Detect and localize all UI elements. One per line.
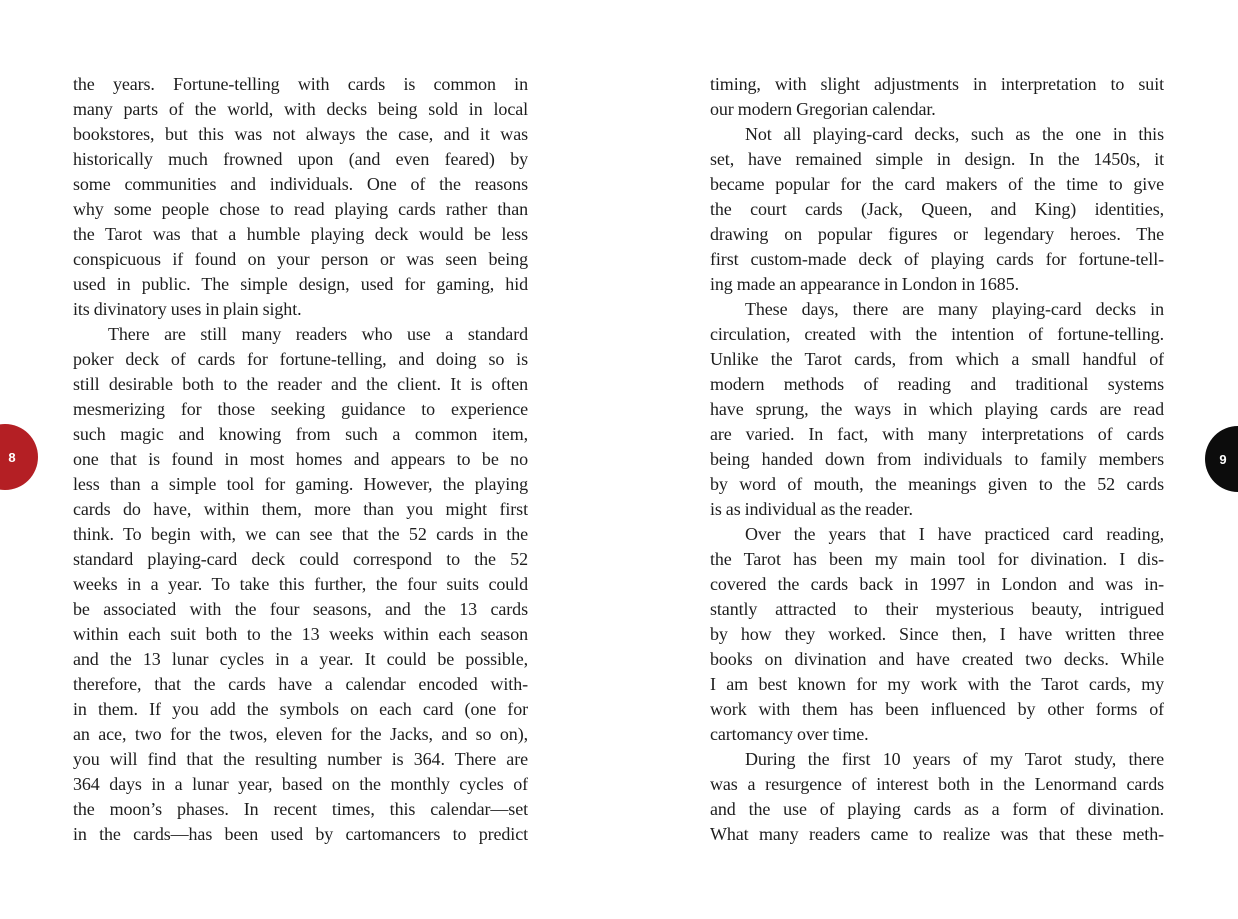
- paragraph: [73, 322, 528, 847]
- text-line: standard playing-card deck could correspond to the 52: [73, 549, 528, 569]
- text-line: within each suit both to the 13 weeks within each season: [73, 624, 528, 644]
- text-line: in them. If you add the symbols on each card (one for: [73, 699, 528, 719]
- page-number-badge-left: [0, 424, 38, 490]
- page-right-text-column: [710, 72, 1164, 847]
- page-number-left: 8: [8, 449, 16, 465]
- text-line: became popular for the card makers of the time to give: [710, 174, 1164, 194]
- text-line: used in public. The simple design, used for gaming, hid: [73, 274, 528, 294]
- text-line: Unlike the Tarot cards, from which a small handful of: [710, 349, 1164, 369]
- text-line: our modern Gregorian calendar.: [710, 99, 936, 119]
- text-line: cartomancy over time.: [710, 724, 869, 744]
- text-line: and the use of playing cards as a form of divination.: [710, 799, 1164, 819]
- text-line: cards do have, within them, more than you might first: [73, 499, 528, 519]
- text-line: poker deck of cards for fortune-telling, and doing so is: [73, 349, 528, 369]
- text-line: an ace, two for the twos, eleven for the Jacks, and so on),: [73, 724, 528, 744]
- text-line: are varied. In fact, with many interpretations of cards: [710, 424, 1164, 444]
- page-number-right: 9: [1219, 451, 1227, 467]
- paragraph: [710, 522, 1164, 747]
- text-line: the court cards (Jack, Queen, and King) identities,: [710, 199, 1164, 219]
- text-line: such magic and knowing from such a common item,: [73, 424, 528, 444]
- text-line: covered the cards back in 1997 in London and was in-: [710, 574, 1164, 594]
- page-number-badge-right: [1205, 426, 1238, 492]
- text-line: conspicuous if found on your person or was seen being: [73, 249, 528, 269]
- text-line: modern methods of reading and traditional systems: [710, 374, 1164, 394]
- text-line: Not all playing-card decks, such as the one in this: [745, 124, 1164, 144]
- paragraph: [710, 72, 1164, 122]
- text-line: why some people chose to read playing cards rather than: [73, 199, 528, 219]
- text-line: circulation, created with the intention of fortune-telling.: [710, 324, 1164, 344]
- text-line: and the 13 lunar cycles in a year. It could be possible,: [73, 649, 528, 669]
- paragraph: [710, 122, 1164, 297]
- text-line: was a resurgence of interest both in the Lenormand cards: [710, 774, 1164, 794]
- page-left-text-column: [73, 72, 528, 847]
- text-line: therefore, that the cards have a calendar encoded with-: [73, 674, 528, 694]
- text-line: first custom-made deck of playing cards for fortune-tell-: [710, 249, 1164, 269]
- text-line: bookstores, but this was not always the case, and it was: [73, 124, 528, 144]
- text-line: drawing on popular figures or legendary heroes. The: [710, 224, 1164, 244]
- text-line: 364 days in a lunar year, based on the monthly cycles of: [73, 774, 528, 794]
- text-line: timing, with slight adjustments in interpretation to suit: [710, 74, 1164, 94]
- text-line: Over the years that I have practiced card reading,: [745, 524, 1164, 544]
- text-line: its divinatory uses in plain sight.: [73, 299, 302, 319]
- text-line: set, have remained simple in design. In the 1450s, it: [710, 149, 1164, 169]
- text-line: weeks in a year. To take this further, the four suits could: [73, 574, 528, 594]
- text-line: stantly attracted to their mysterious beauty, intrigued: [710, 599, 1164, 619]
- paragraph: [73, 72, 528, 322]
- text-line: many parts of the world, with decks being sold in local: [73, 99, 528, 119]
- text-line: books on divination and have created two decks. While: [710, 649, 1164, 669]
- text-line: in the cards—has been used by cartomancers to predict: [73, 824, 528, 844]
- text-line: the Tarot has been my main tool for divination. I dis-: [710, 549, 1164, 569]
- paragraph: [710, 747, 1164, 847]
- paragraph: [710, 297, 1164, 522]
- text-line: have sprung, the ways in which playing cards are read: [710, 399, 1164, 419]
- text-line: some communities and individuals. One of the reasons: [73, 174, 528, 194]
- text-line: by how they worked. Since then, I have written three: [710, 624, 1164, 644]
- text-line: work with them has been influenced by other forms of: [710, 699, 1164, 719]
- text-line: being handed down from individuals to family members: [710, 449, 1164, 469]
- text-line: historically much frowned upon (and even feared) by: [73, 149, 528, 169]
- text-line: There are still many readers who use a standard: [108, 324, 528, 344]
- text-line: I am best known for my work with the Tarot cards, my: [710, 674, 1164, 694]
- text-line: you will find that the resulting number is 364. There are: [73, 749, 528, 769]
- text-line: still desirable both to the reader and the client. It is often: [73, 374, 528, 394]
- text-line: the moon’s phases. In recent times, this calendar—set: [73, 799, 528, 819]
- text-line: less than a simple tool for gaming. However, the playing: [73, 474, 528, 494]
- text-line: the years. Fortune-telling with cards is common in: [73, 74, 528, 94]
- text-line: What many readers came to realize was that these meth-: [710, 824, 1164, 844]
- text-line: is as individual as the reader.: [710, 499, 913, 519]
- text-line: During the first 10 years of my Tarot study, there: [745, 749, 1164, 769]
- text-line: mesmerizing for those seeking guidance to experience: [73, 399, 528, 419]
- text-line: by word of mouth, the meanings given to the 52 cards: [710, 474, 1164, 494]
- text-line: the Tarot was that a humble playing deck would be less: [73, 224, 528, 244]
- text-line: These days, there are many playing-card decks in: [745, 299, 1164, 319]
- text-line: ing made an appearance in London in 1685.: [710, 274, 1019, 294]
- text-line: one that is found in most homes and appears to be no: [73, 449, 528, 469]
- text-line: be associated with the four seasons, and the 13 cards: [73, 599, 528, 619]
- text-line: think. To begin with, we can see that the 52 cards in the: [73, 524, 528, 544]
